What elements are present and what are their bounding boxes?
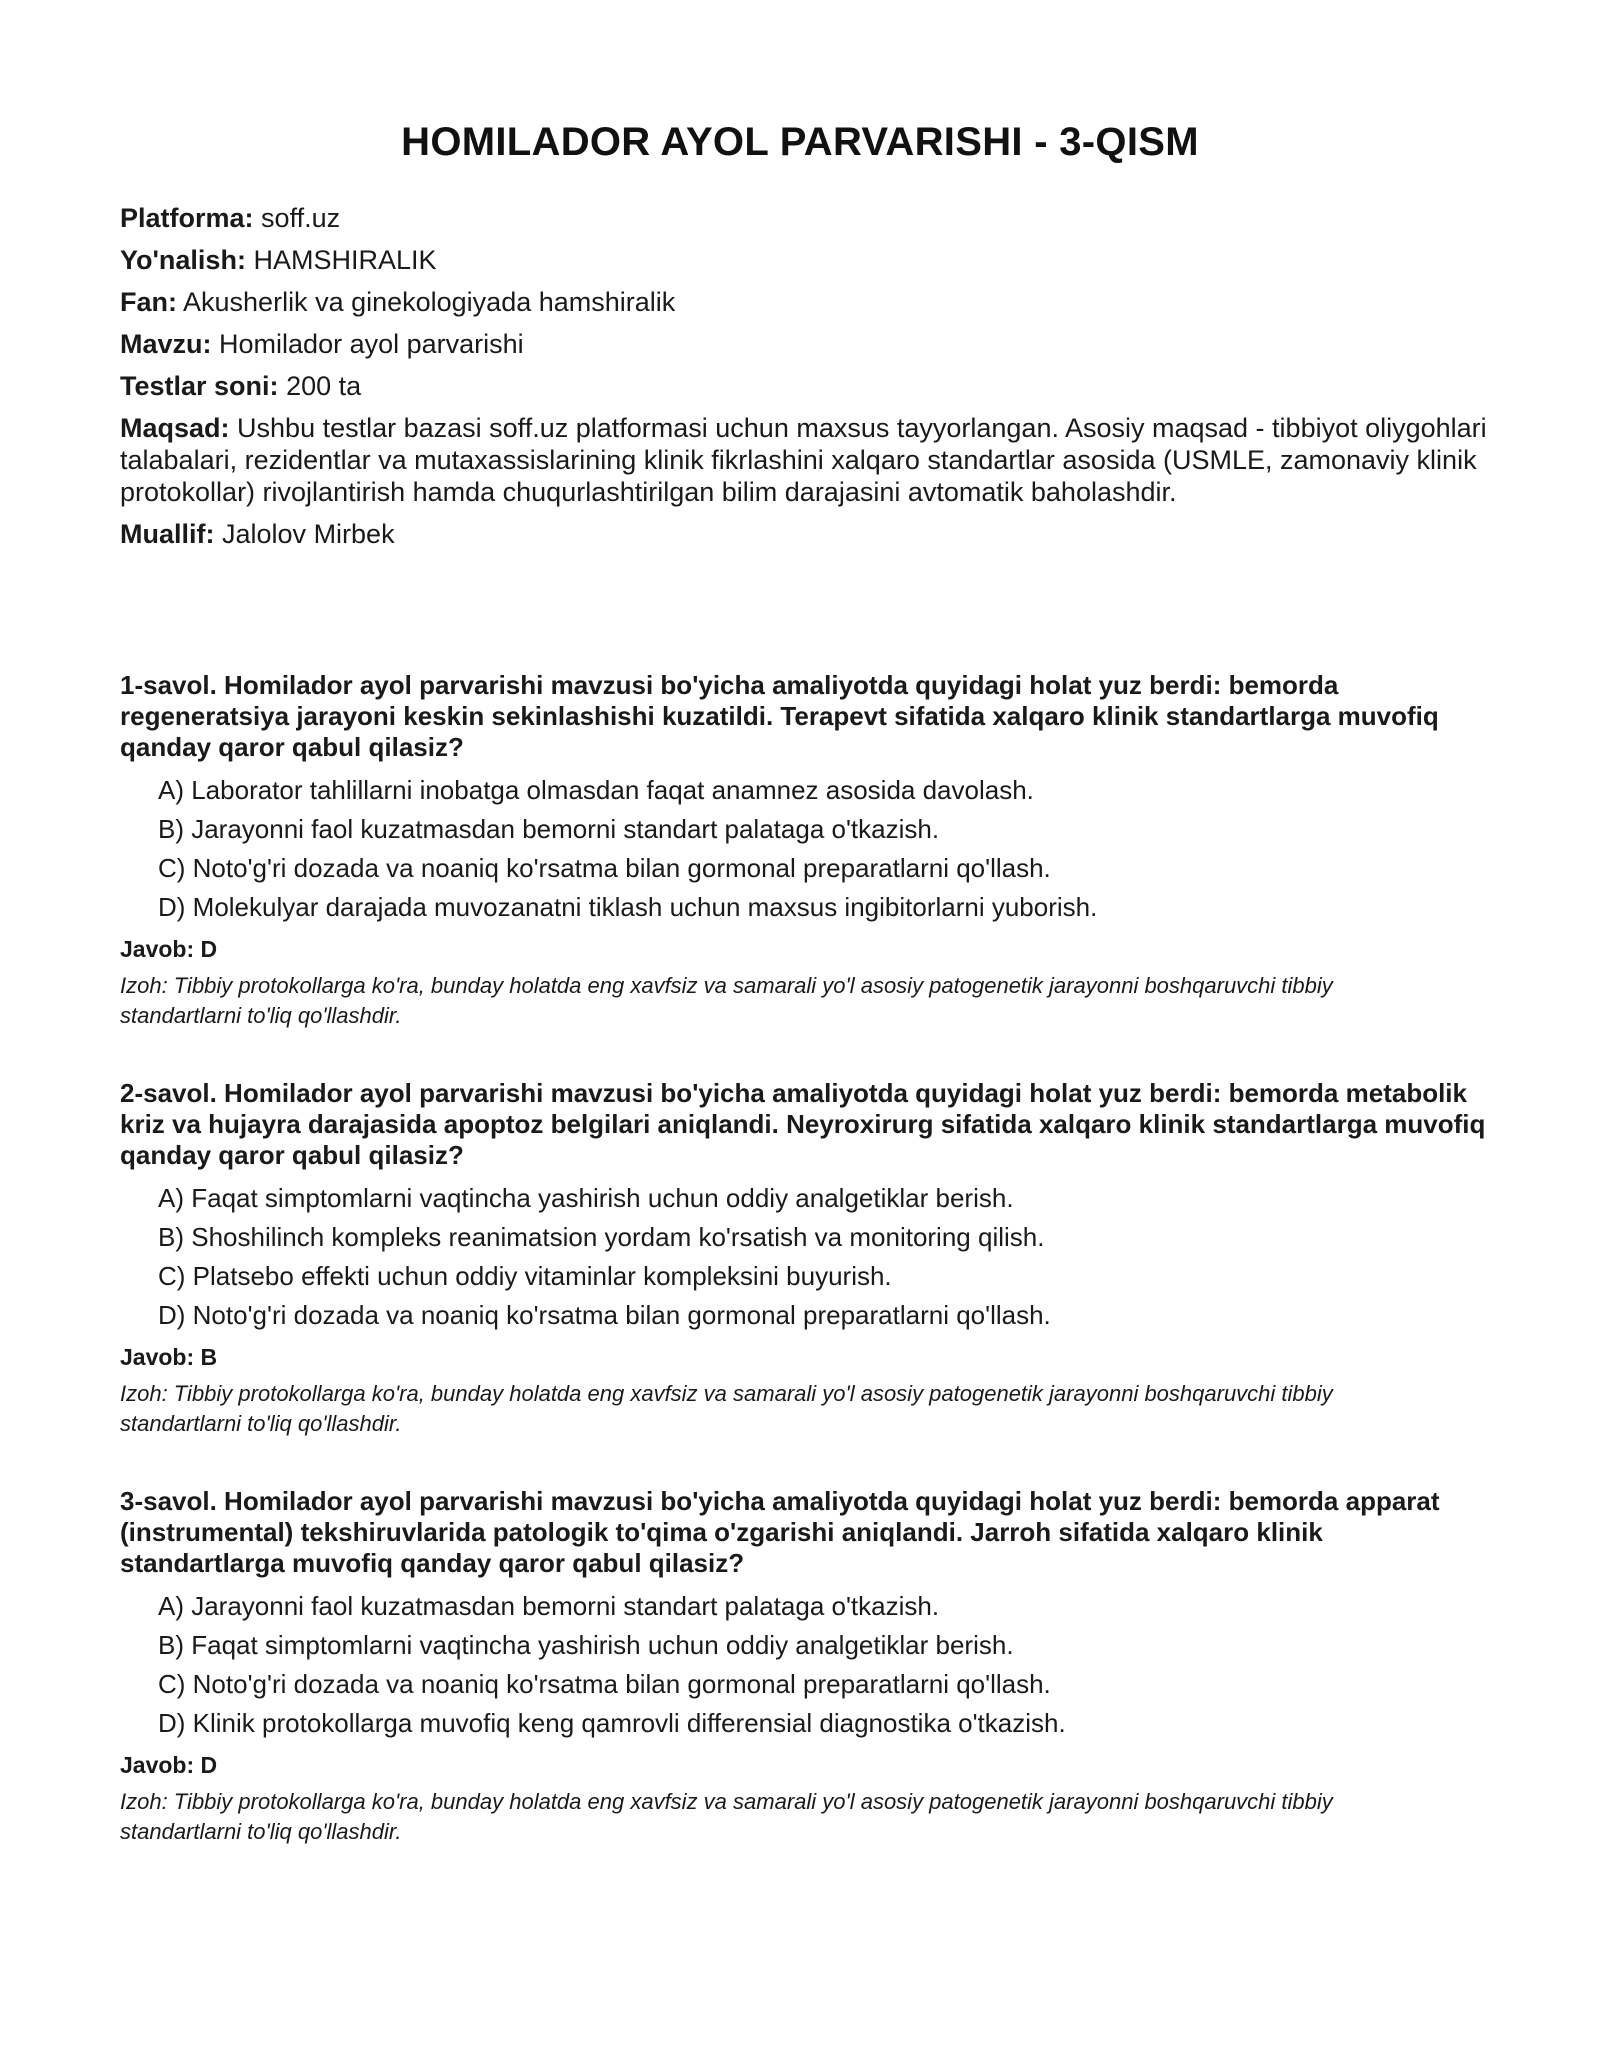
explanation-note: Izoh: Tibbiy protokollarga ko'ra, bunday holatda eng xavfsiz va samarali yo'l asosiy patogenetik jarayonni boshqaruvchi tibbiy standartlarni to'liq qo'llashdir. xyxy=(120,1789,1333,1844)
meta-key: Mavzu: xyxy=(120,329,212,359)
meta-key: Muallif: xyxy=(120,519,215,549)
meta-value: Jalolov Mirbek xyxy=(222,519,395,549)
option-d: D) Molekulyar darajada muvozanatni tiklash uchun maxsus ingibitorlarni yuborish. xyxy=(158,892,1098,922)
document-meta xyxy=(120,202,1490,560)
option-a: A) Jarayonni faol kuzatmasdan bemorni standart palataga o'tkazish. xyxy=(158,1591,940,1621)
meta-value: soff.uz xyxy=(261,203,341,233)
meta-value: Akusherlik va ginekologiyada hamshiralik xyxy=(183,287,676,317)
meta-value: HAMSHIRALIK xyxy=(253,245,437,275)
question-list xyxy=(120,670,1490,1894)
option-b: B) Faqat simptomlarni vaqtincha yashirish uchun oddiy analgetiklar berish. xyxy=(158,1630,1014,1660)
meta-key: Yo'nalish: xyxy=(120,245,246,275)
explanation-note: Izoh: Tibbiy protokollarga ko'ra, bunday holatda eng xavfsiz va samarali yo'l asosiy patogenetik jarayonni boshqaruvchi tibbiy standartlarni to'liq qo'llashdir. xyxy=(120,1381,1333,1436)
meta-key: Maqsad: xyxy=(120,413,230,443)
meta-value: 200 ta xyxy=(286,371,362,401)
answer-label: Javob: D xyxy=(120,1752,218,1778)
question-2 xyxy=(120,1078,1490,1486)
meta-key: Fan: xyxy=(120,287,177,317)
option-c: C) Noto'g'ri dozada va noaniq ko'rsatma bilan gormonal preparatlarni qo'llash. xyxy=(158,853,1051,883)
meta-key: Platforma: xyxy=(120,203,254,233)
meta-key: Testlar soni: xyxy=(120,371,279,401)
question-text: 2-savol. Homilador ayol parvarishi mavzusi bo'yicha amaliyotda quyidagi holat yuz berdi: bemorda metabolik kriz va hujayra darajasida apoptoz belgilari aniqlandi. Neyroxirurg sifatida xalqaro klinik standartlarga muvofiq qanday qaror qabul qilasiz? xyxy=(120,1078,1486,1170)
option-b: B) Shoshilinch kompleks reanimatsion yordam ko'rsatish va monitoring qilish. xyxy=(158,1222,1045,1252)
answer-label: Javob: D xyxy=(120,936,218,962)
explanation-note: Izoh: Tibbiy protokollarga ko'ra, bunday holatda eng xavfsiz va samarali yo'l asosiy patogenetik jarayonni boshqaruvchi tibbiy standartlarni to'liq qo'llashdir. xyxy=(120,973,1333,1028)
question-text: 3-savol. Homilador ayol parvarishi mavzusi bo'yicha amaliyotda quyidagi holat yuz berdi: bemorda apparat (instrumental) tekshiruvlarida patologik to'qima o'zgarishi aniqlandi. Jarroh sifatida xalqaro klinik standartlarga muvofiq qanday qaror qabul qilasiz? xyxy=(120,1486,1440,1578)
option-a: A) Laborator tahlillarni inobatga olmasdan faqat anamnez asosida davolash. xyxy=(158,775,1034,805)
question-3 xyxy=(120,1486,1490,1894)
meta-test-count xyxy=(120,370,1490,402)
option-d: D) Klinik protokollarga muvofiq keng qamrovli differensial diagnostika o'tkazish. xyxy=(158,1708,1066,1738)
meta-purpose xyxy=(120,412,1490,508)
question-1 xyxy=(120,670,1490,1078)
answer-label: Javob: B xyxy=(120,1344,218,1370)
meta-value: Homilador ayol parvarishi xyxy=(219,329,524,359)
meta-value: Ushbu testlar bazasi soff.uz platformasi uchun maxsus tayyorlangan. Asosiy maqsad - tibbiyot oliygohlari talabalari, rezidentlar va mutaxassislarining klinik fikrlashini xalqaro standartlar asosida (USMLE, zamonaviy klinik protokollar) rivojlantirish hamda chuqurlashtirilgan bilim darajasini avtomatik baholashdir. xyxy=(120,413,1487,507)
question-text: 1-savol. Homilador ayol parvarishi mavzusi bo'yicha amaliyotda quyidagi holat yuz berdi: bemorda regeneratsiya jarayoni keskin sekinlashishi kuzatildi. Terapevt sifatida xalqaro klinik standartlarga muvofiq qanday qaror qabul qilasiz? xyxy=(120,670,1439,762)
meta-topic xyxy=(120,328,1490,360)
meta-platform xyxy=(120,202,1490,234)
meta-subject xyxy=(120,286,1490,318)
option-a: A) Faqat simptomlarni vaqtincha yashirish uchun oddiy analgetiklar berish. xyxy=(158,1183,1014,1213)
option-c: C) Platsebo effekti uchun oddiy vitaminlar kompleksini buyurish. xyxy=(158,1261,892,1291)
meta-author xyxy=(120,518,1490,550)
option-b: B) Jarayonni faol kuzatmasdan bemorni standart palataga o'tkazish. xyxy=(158,814,940,844)
option-d: D) Noto'g'ri dozada va noaniq ko'rsatma bilan gormonal preparatlarni qo'llash. xyxy=(158,1300,1051,1330)
document-title: HOMILADOR AYOL PARVARISHI - 3-QISM xyxy=(401,120,1199,164)
option-c: C) Noto'g'ri dozada va noaniq ko'rsatma bilan gormonal preparatlarni qo'llash. xyxy=(158,1669,1051,1699)
meta-direction xyxy=(120,244,1490,276)
